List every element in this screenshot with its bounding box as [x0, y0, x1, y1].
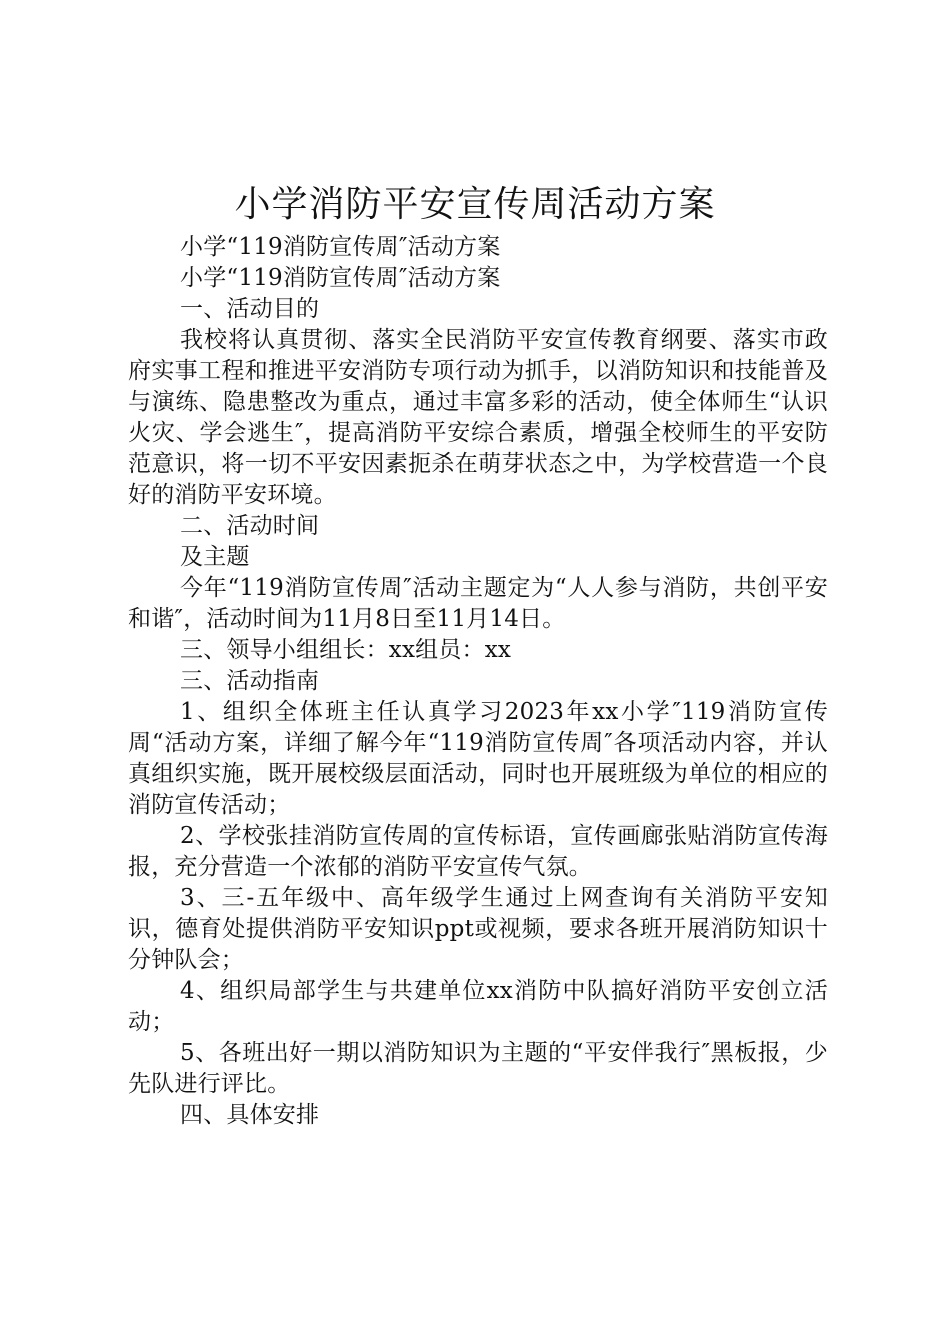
list-item: 2、学校张挂消防宣传周的宣传标语，宣传画廊张贴消防宣传海报，充分营造一个浓郁的消防平安宣传气氛。	[128, 823, 828, 880]
section-heading: 三、活动指南	[180, 668, 320, 694]
list-item: 3、三-五年级中、高年级学生通过上网查询有关消防平安知识，德育处提供消防平安知识ppt或视频，要求各班开展消防知识十分钟队会；	[128, 885, 828, 973]
section-heading: 二、活动时间	[180, 513, 320, 539]
body-paragraph: 今年“119消防宣传周″活动主题定为“人人参与消防，共创平安和谐″，活动时间为11月8日至11月14日。	[128, 575, 828, 632]
body-paragraph: 我校将认真贯彻、落实全民消防平安宣传教育纲要、落实市政府实事工程和推进平安消防专项行动为抓手，以消防知识和技能普及与演练、隐患整改为重点，通过丰富多彩的活动，使全体师生“认识火灾、学会逃生″，提高消防平安综合素质，增强全校师生的平安防范意识，将一切不平安因素扼杀在萌芽状态之中，为学校营造一个良好的消防平安环境。	[128, 327, 828, 508]
list-item: 4、组织局部学生与共建单位xx消防中队搞好消防平安创立活动；	[128, 978, 828, 1035]
list-item: 1、组织全体班主任认真学习2023年xx小学″119消防宣传周“活动方案，详细了解今年“119消防宣传周″各项活动内容，并认真组织实施，既开展校级层面活动，同时也开展班级为单位的相应的消防宣传活动；	[128, 699, 828, 818]
section-heading: 三、领导小组组长：xx组员：xx	[180, 637, 512, 663]
document-body	[128, 232, 828, 1131]
section-heading: 一、活动目的	[180, 296, 320, 322]
document-title: 小学消防平安宣传周活动方案	[234, 184, 716, 225]
subtitle-line: 小学“119消防宣传周″活动方案	[180, 234, 501, 260]
section-heading: 及主题	[180, 544, 250, 570]
subtitle-line: 小学“119消防宣传周″活动方案	[180, 265, 501, 291]
list-item: 5、各班出好一期以消防知识为主题的“平安伴我行″黑板报，少先队进行评比。	[128, 1040, 828, 1097]
section-heading: 四、具体安排	[180, 1102, 320, 1128]
